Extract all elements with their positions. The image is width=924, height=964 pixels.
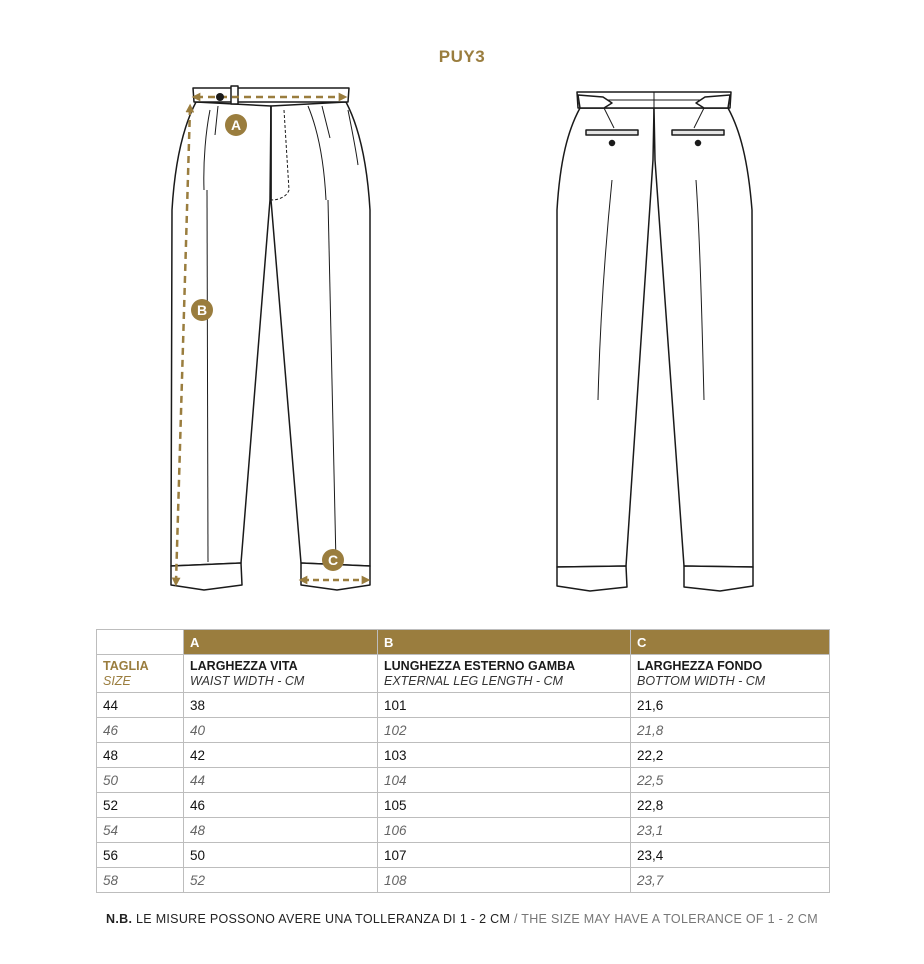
column-a-header: A <box>184 630 378 655</box>
svg-text:C: C <box>327 552 339 568</box>
svg-text:A: A <box>230 117 242 133</box>
note-english: THE SIZE MAY HAVE A TOLERANCE OF 1 - 2 CM <box>521 912 818 926</box>
page-title: PUY3 <box>438 47 486 66</box>
table-row: 48 42 103 22,2 <box>97 743 830 768</box>
bottom-width-column-label: LARGHEZZA FONDO BOTTOM WIDTH - CM <box>631 655 830 693</box>
back-view <box>557 92 753 591</box>
note-italian: LE MISURE POSSONO AVERE UNA TOLLERANZA DI 1 - 2 CM <box>136 912 511 926</box>
svg-text:B: B <box>196 302 208 318</box>
size-chart-table <box>96 629 830 893</box>
marker-c-badge <box>322 549 344 571</box>
table-row: 46 40 102 21,8 <box>97 718 830 743</box>
button-icon <box>216 93 224 101</box>
table-row: 58 52 108 23,7 <box>97 868 830 893</box>
leg-length-column-label: LUNGHEZZA ESTERNO GAMBA EXTERNAL LEG LENGTH - CM <box>378 655 631 693</box>
note-label: N.B. <box>106 912 133 926</box>
size-column-label: TAGLIA SIZE <box>97 655 184 693</box>
table-row: 56 50 107 23,4 <box>97 843 830 868</box>
blank-header-cell <box>97 630 184 655</box>
table-row: 44 38 101 21,6 <box>97 693 830 718</box>
table-row: 52 46 105 22,8 <box>97 793 830 818</box>
marker-a-badge <box>225 114 247 136</box>
marker-b-badge <box>191 299 213 321</box>
tolerance-note <box>0 912 924 927</box>
column-b-header: B <box>378 630 631 655</box>
front-view <box>171 86 370 590</box>
table-row: 50 44 104 22,5 <box>97 768 830 793</box>
note-separator: / <box>513 912 518 926</box>
waist-column-label: LARGHEZZA VITA WAIST WIDTH - CM <box>184 655 378 693</box>
table-row: 54 48 106 23,1 <box>97 818 830 843</box>
column-c-header: C <box>631 630 830 655</box>
letter-header-row <box>97 630 830 655</box>
label-header-row <box>97 655 830 693</box>
